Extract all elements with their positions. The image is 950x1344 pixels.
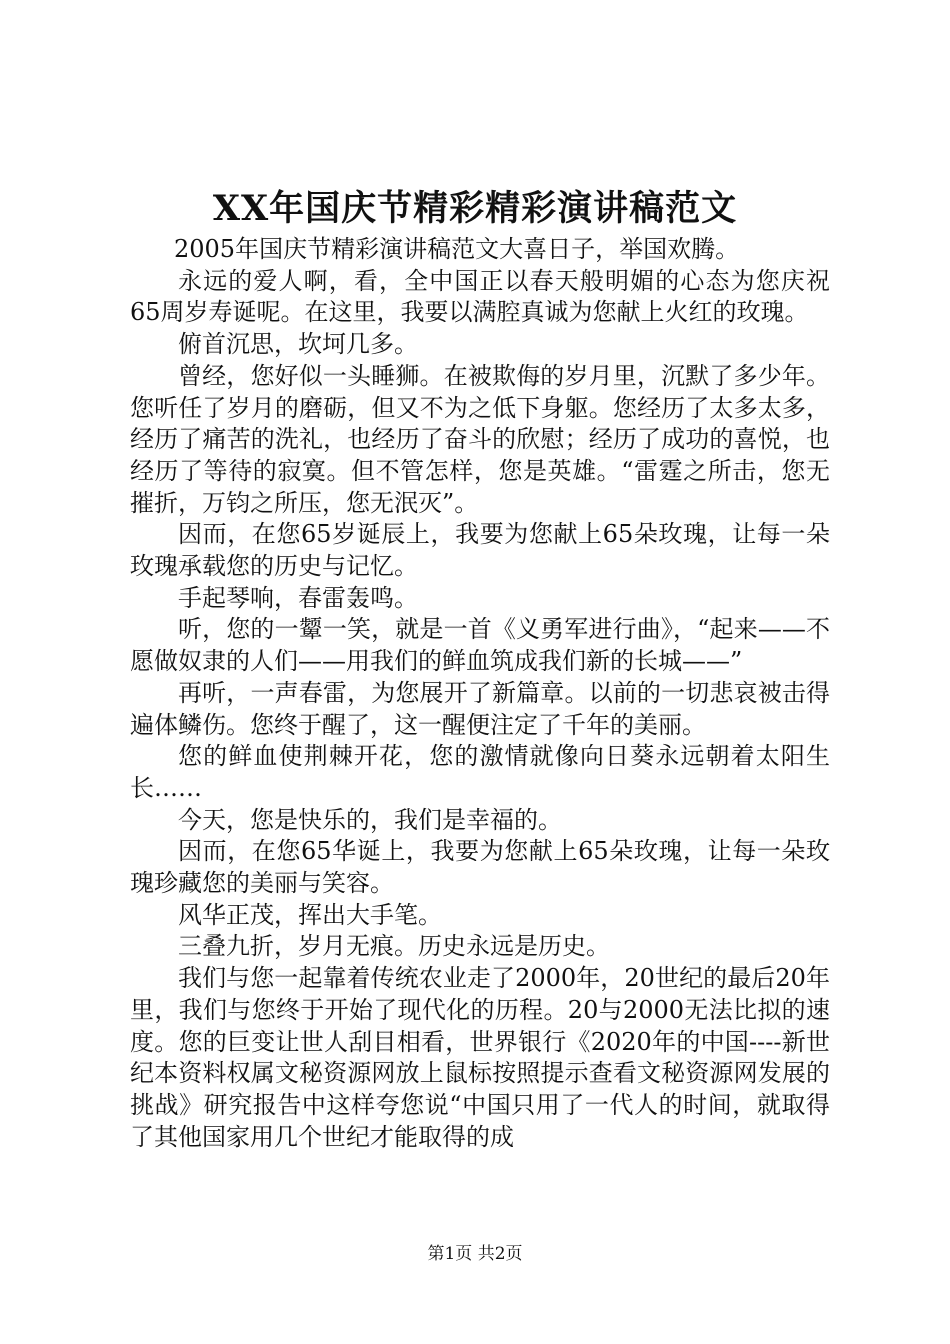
paragraph: 曾经，您好似一头睡狮。在被欺侮的岁月里，沉默了多少年。您听任了岁月的磨砺，但又不为之低下身躯。您经历了太多太多，经历了痛苦的洗礼，也经历了奋斗的欣慰；经历了成功的喜悦，也经历了等待的寂寞。但不管怎样，您是英雄。“雷霆之所击，您无摧折，万钧之所压，您无泯灭”。: [130, 361, 830, 517]
page-number: 第1页 共2页: [427, 1244, 523, 1264]
paragraph: 永远的爱人啊，看，全中国正以春天般明媚的心态为您庆祝65周岁寿诞呢。在这里，我要以满腔真诚为您献上火红的玫瑰。: [130, 266, 830, 327]
paragraph: 三叠九折，岁月无痕。历史永远是历史。: [178, 932, 610, 961]
paragraph: 再听，一声春雷，为您展开了新篇章。以前的一切悲哀被击得遍体鳞伤。您终于醒了，这一醒便注定了千年的美丽。: [130, 678, 830, 739]
document-body: [130, 234, 830, 1153]
paragraph: 俯首沉思，坎坷几多。: [178, 330, 418, 359]
paragraph: 风华正茂，挥出大手笔。: [178, 900, 442, 929]
paragraph: 因而，在您65华诞上，我要为您献上65朵玫瑰，让每一朵玫瑰珍藏您的美丽与笑容。: [130, 837, 830, 898]
document-title: XX年国庆节精彩精彩演讲稿范文: [212, 188, 738, 229]
paragraph: 听，您的一颦一笑，就是一首《义勇军进行曲》，“起来——不愿做奴隶的人们——用我们的鲜血筑成我们新的长城——”: [130, 615, 830, 676]
paragraph: 因而，在您65岁诞辰上，我要为您献上65朵玫瑰，让每一朵玫瑰承载您的历史与记忆。: [130, 520, 830, 581]
paragraph: 您的鲜血使荆棘开花，您的激情就像向日葵永远朝着太阳生长……: [130, 742, 830, 802]
paragraph: 我们与您一起靠着传统农业走了2000年，20世纪的最后20年里，我们与您终于开始了现代化的历程。20与2000无法比拟的速度。您的巨变让世人刮目相看，世界银行《2020年的中国----新世纪本资料权属文秘资源网放上鼠标按照提示查看文秘资源网发展的挑战》研究报告中这样夸您说“中国只用了一代人的时间，就取得了其他国家用几个世纪才能取得的成: [130, 964, 830, 1151]
paragraph: 2005年国庆节精彩演讲稿范文大喜日子，举国欢腾。: [174, 235, 740, 263]
paragraph: 手起琴响，春雷轰鸣。: [178, 583, 418, 612]
paragraph: 今天，您是快乐的，我们是幸福的。: [178, 805, 562, 834]
